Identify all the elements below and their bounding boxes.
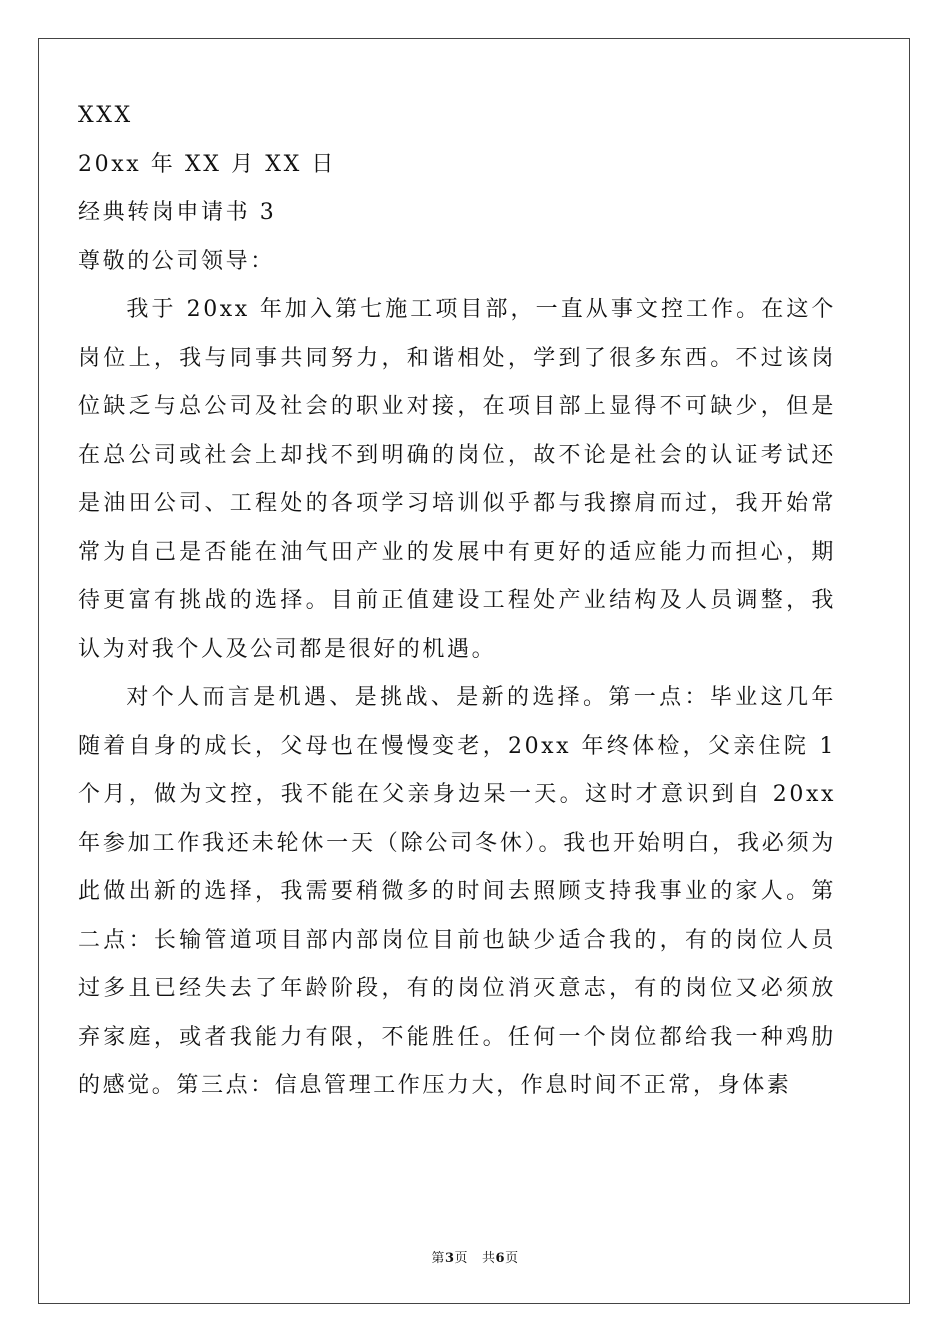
total-prefix: 共 <box>482 1251 496 1266</box>
current-page-number: 3 <box>444 1251 455 1266</box>
author-name: XXX <box>78 103 133 128</box>
salutation: 尊敬的公司领导： <box>78 248 275 274</box>
page-suffix: 页 <box>454 1251 468 1266</box>
paragraph-2: 对个人而言是机遇、是挑战、是新的选择。第一点：毕业这几年随着自身的成长，父母也在慢慢变老，20xx 年终体检，父亲住院 1 个月，做为文控，我不能在父亲身边呆一天。这时才意识到自 20xx 年参加工作我还未轮休一天（除公司冬休）。我也开始明白，我必须为此做出新的选择，我需要稍微多的时间去照顾支持我事业的家人。第二点：长输管道项目部内部岗位目前也缺少适合我的，有的岗位人员过多且已经失去了年龄阶段，有的岗位消灭意志，有的岗位又必须放弃家庭，或者我能力有限，不能胜任。任何一个岗位都给我一种鸡肋的感觉。第三点：信息管理工作压力大，作息时间不正常，身体素 <box>78 685 836 1098</box>
letter-date: 20xx 年 XX 月 XX 日 <box>78 151 337 177</box>
paragraph-1: 我于 20xx 年加入第七施工项目部，一直从事文控工作。在这个岗位上，我与同事共同努力，和谐相处，学到了很多东西。不过该岗位缺乏与总公司及社会的职业对接，在项目部上显得不可缺少，但是在总公司或社会上却找不到明确的岗位，故不论是社会的认证考试还是油田公司、工程处的各项学习培训似乎都与我擦肩而过，我开始常常为自己是否能在油气田产业的发展中有更好的适应能力而担心，期待更富有挑战的选择。目前正值建设工程处产业结构及人员调整，我认为对我个人及公司都是很好的机遇。 <box>78 297 836 662</box>
total-pages-number: 6 <box>495 1251 506 1266</box>
document-body <box>78 92 836 1111</box>
page-prefix: 第 <box>431 1251 445 1266</box>
total-suffix: 页 <box>505 1251 519 1266</box>
page-footer <box>0 1247 950 1266</box>
document-title: 经典转岗申请书 3 <box>78 200 277 225</box>
